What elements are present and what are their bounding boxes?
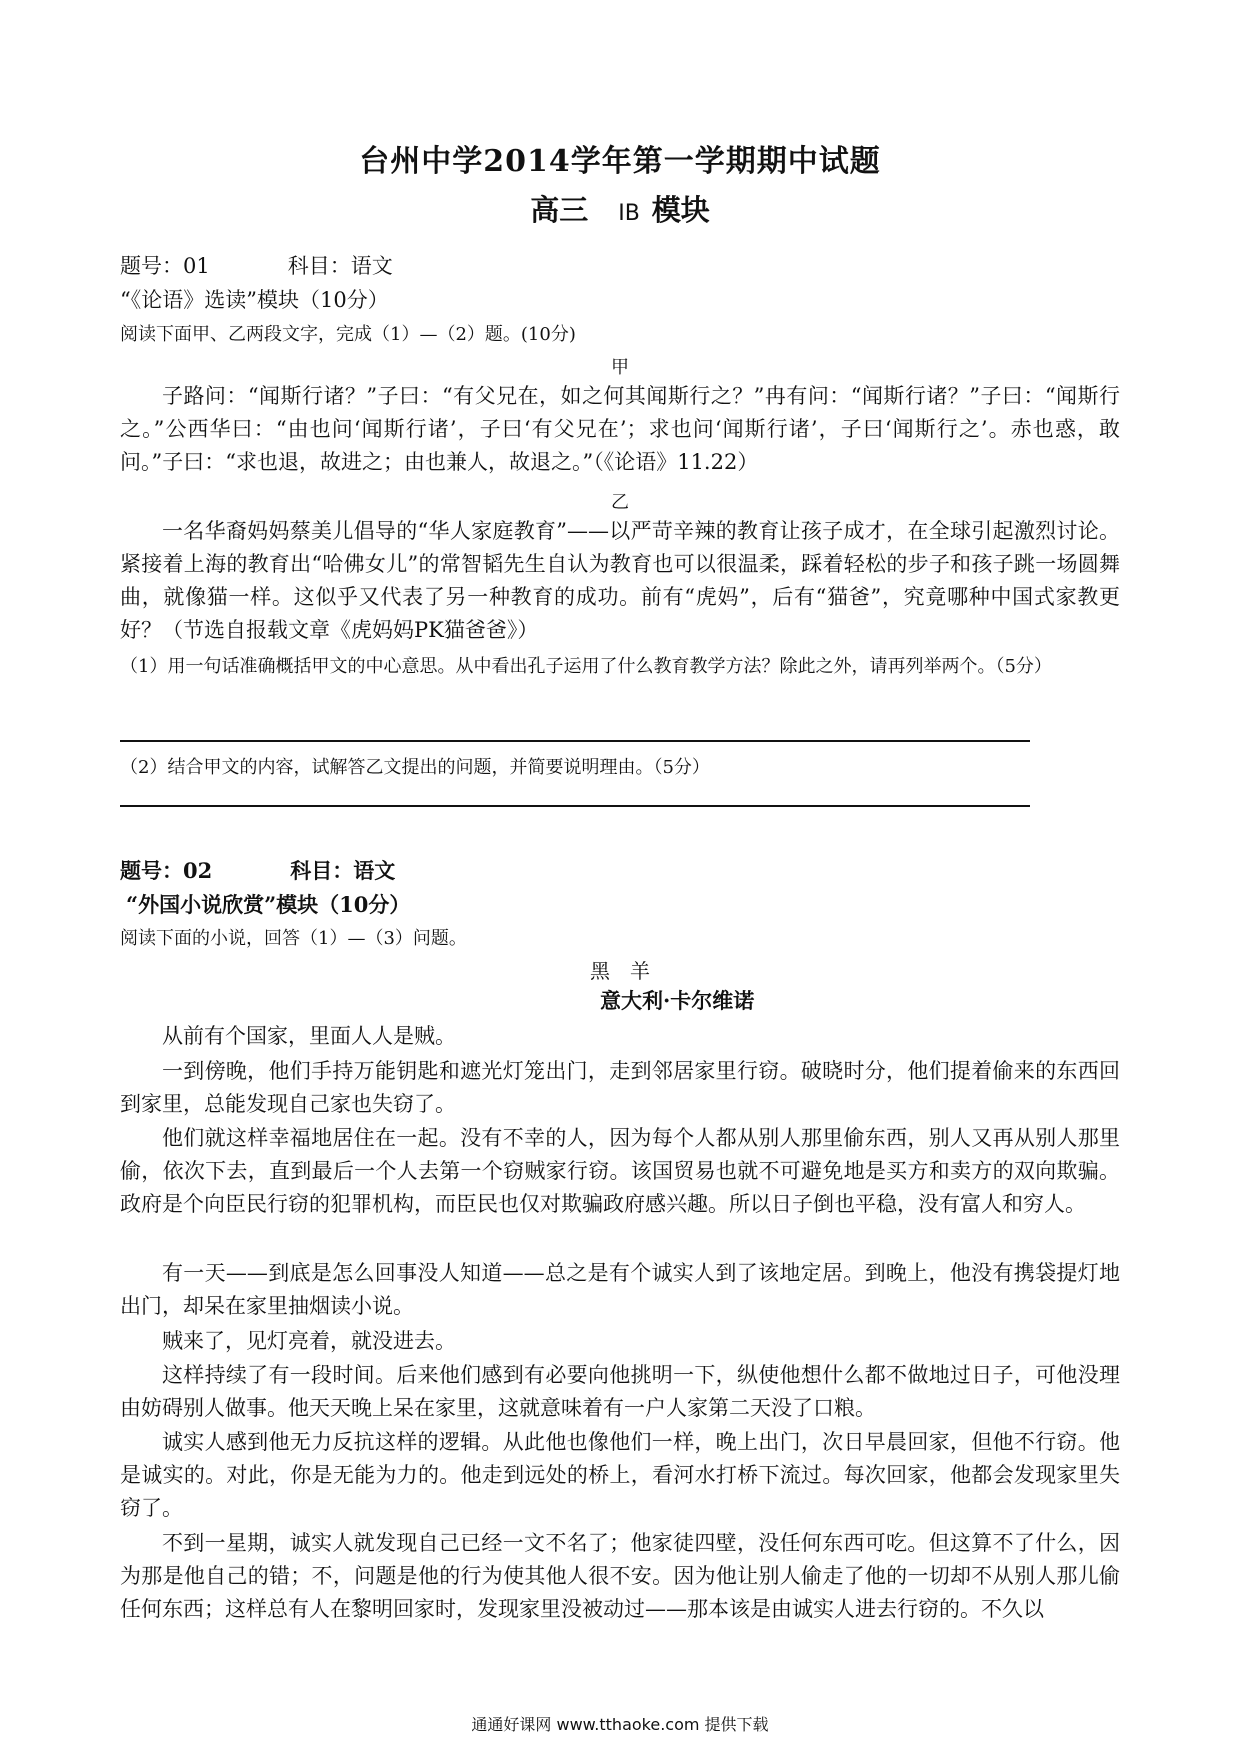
answer-line-1 xyxy=(120,740,1030,742)
story-author: 意大利·卡尔维诺 xyxy=(600,988,755,1013)
q1-label-jia: 甲 xyxy=(611,357,629,378)
exam-subtitle xyxy=(0,188,1240,229)
q2-subject: 科目：语文 xyxy=(290,858,396,883)
story-paragraph: 他们就这样幸福地居住在一起。没有不幸的人，因为每个人都从别人那里偷东西，别人又再从别人那里偷，依次下去，直到最后一个人去第一个窃贼家行窃。该国贸易也就不可避免地是买方和卖方的双向欺骗。政府是个向臣民行窃的犯罪机构，而臣民也仅对欺骗政府感兴趣。所以日子倒也平稳，没有富人和穷人。 xyxy=(120,1126,1120,1216)
q1-module-title: “《论语》选读”模块（10分） xyxy=(120,288,389,312)
q2-header xyxy=(120,855,395,885)
q1-label-yi: 乙 xyxy=(611,492,629,513)
story-paragraph: 诚实人感到他无力反抗这样的逻辑。从此他也像他们一样，晚上出门，次日早晨回家，但他不行窃。他是诚实的。对此，你是无能为力的。他走到远处的桥上，看河水打桥下流过。每次回家，他都会发现家里失窃了。 xyxy=(120,1430,1120,1520)
exam-title: 台州中学2014学年第一学期期中试题 xyxy=(359,144,881,179)
answer-line-2 xyxy=(120,805,1030,807)
q2-module-title: “外国小说欣赏”模块（10分） xyxy=(126,892,411,917)
story-paragraph: 这样持续了有一段时间。后来他们感到有必要向他挑明一下，纵使他想什么都不做地过日子，可他没理由妨碍别人做事。他天天晚上呆在家里，这就意味着有一户人家第二天没了口粮。 xyxy=(120,1363,1120,1420)
q1-subject: 科目：语文 xyxy=(287,254,393,278)
story-paragraph: 贼来了，见灯亮着，就没进去。 xyxy=(162,1329,456,1353)
q1-subquestion-2: （2）结合甲文的内容，试解答乙文提出的问题，并简要说明理由。（5分） xyxy=(120,757,710,778)
q1-instruction: 阅读下面甲、乙两段文字，完成（1）—（2）题。(10分) xyxy=(120,324,576,345)
story-paragraph: 有一天——到底是怎么回事没人知道——总之是有个诚实人到了该地定居。到晚上，他没有携袋提灯地出门，却呆在家里抽烟读小说。 xyxy=(120,1261,1120,1318)
story-title: 黑 羊 xyxy=(590,959,650,983)
grade-label: 高三 xyxy=(530,193,589,227)
q1-number: 题号：01 xyxy=(120,254,210,278)
story-paragraph: 从前有个国家，里面人人是贼。 xyxy=(162,1024,456,1048)
q1-subquestion-1: （1）用一句话准确概括甲文的中心意思。从中看出孔子运用了什么教育教学方法？除此之外，请再列举两个。（5分） xyxy=(120,656,1052,677)
q1-passage-jia: 子路问：“闻斯行诸？”子曰：“有父兄在，如之何其闻斯行之？”冉有问：“闻斯行诸？”子曰：“闻斯行之。”公西华曰：“由也问‘闻斯行诸’，子曰‘有父兄在’；求也问‘闻斯行诸’，子曰‘闻斯行之’。赤也惑，敢问。”子曰：“求也退，故进之；由也兼人，故退之。”（《论语》11.22） xyxy=(120,384,1120,474)
story-paragraph: 一到傍晚，他们手持万能钥匙和遮光灯笼出门，走到邻居家里行窃。破晓时分，他们提着偷来的东西回到家里，总能发现自己家也失窃了。 xyxy=(120,1059,1120,1116)
q2-number: 题号：02 xyxy=(120,858,213,883)
q1-header xyxy=(120,250,393,280)
module-label: 模块 xyxy=(651,193,710,227)
story-paragraph: 不到一星期，诚实人就发现自己已经一文不名了；他家徒四壁，没任何东西可吃。但这算不了什么，因为那是他自己的错；不，问题是他的行为使其他人很不安。因为他让别人偷走了他的一切却不从别人那儿偷任何东西；这样总有人在黎明回家时，发现家里没被动过——那本该是由诚实人进去行窃的。不久以 xyxy=(120,1531,1120,1621)
q2-instruction: 阅读下面的小说，回答（1）—（3）问题。 xyxy=(120,928,467,949)
page-footer: 通通好课网 www.tthaoke.com 提供下载 xyxy=(471,1715,769,1734)
ib-label: IB xyxy=(618,201,640,226)
q1-passage-yi: 一名华裔妈妈蔡美儿倡导的“华人家庭教育”——以严苛辛辣的教育让孩子成才，在全球引起激烈讨论。紧接着上海的教育出“哈佛女儿”的常智韬先生自认为教育也可以很温柔，踩着轻松的步子和孩子跳一场圆舞曲，就像猫一样。这似乎又代表了另一种教育的成功。前有“虎妈”，后有“猫爸”，究竟哪种中国式家教更好？（节选自报载文章《虎妈妈PK猫爸爸》） xyxy=(120,519,1120,642)
